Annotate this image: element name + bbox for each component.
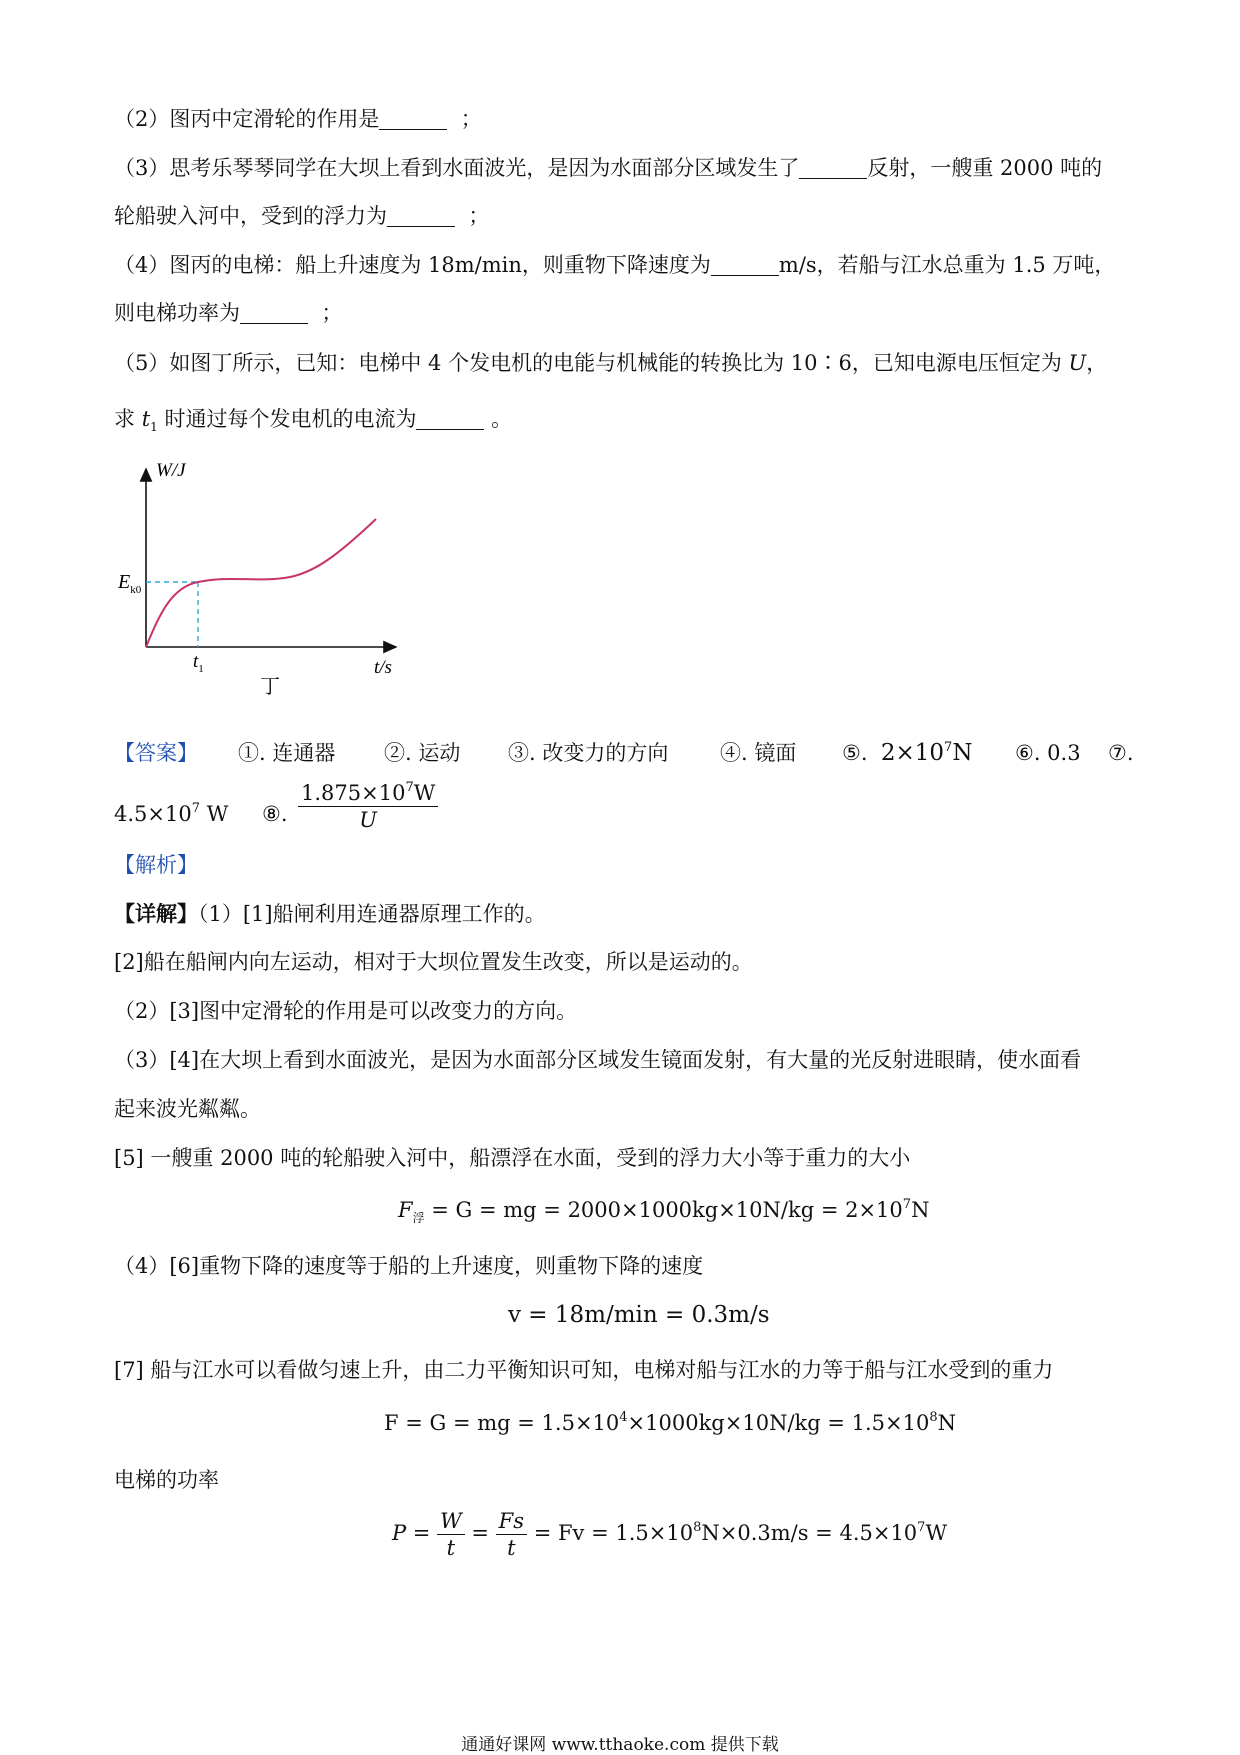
q3-text: （3）思考乐琴琴同学在大坝上看到水面波光，是因为水面部分区域发生了 xyxy=(114,156,800,180)
question-5-line-1 xyxy=(114,350,1107,376)
var-t: t xyxy=(141,407,151,431)
answer-6: ⑥. 0.3 xyxy=(1015,741,1081,765)
question-3-line-1 xyxy=(114,155,1102,181)
q5-post: 。 xyxy=(484,407,513,431)
q2-post: ； xyxy=(460,107,482,131)
q5-comma: ， xyxy=(1086,351,1108,375)
x-axis-label: t/s xyxy=(374,657,392,678)
answer-blank[interactable] xyxy=(387,206,455,227)
detail-line-7: （4）[6]重物下降的速度等于船的上升速度，则重物下降的速度 xyxy=(114,1254,704,1278)
answer-7-value: $4.5\times 10^7$ W xyxy=(114,801,229,826)
q3-text-end: 反射，一艘重 2000 吨的 xyxy=(867,156,1103,180)
q2-text: （2）图丙中定滑轮的作用是 xyxy=(114,107,380,131)
detail-line-5: 起来波光粼粼。 xyxy=(114,1097,261,1121)
question-4-line-1 xyxy=(114,252,1115,278)
detail-label: 【详解】 xyxy=(114,901,198,926)
answer-5-label: ⑤. xyxy=(842,741,868,765)
q4-text-end: m/s，若船与江水总重为 1.5 万吨， xyxy=(778,253,1116,277)
answer-8-label: ⑧. xyxy=(262,802,288,826)
answer-1: ①. 连通器 xyxy=(238,741,336,765)
answer-blank[interactable] xyxy=(799,158,867,179)
question-5-line-2 xyxy=(114,406,512,432)
answer-blank[interactable] xyxy=(379,109,447,130)
equation-speed: v = 18m/min = 0.3m/s xyxy=(508,1302,770,1328)
answer-3: ③. 改变力的方向 xyxy=(508,741,669,765)
q4-text: （4）图丙的电梯：船上升速度为 18m/min，则重物下降速度为 xyxy=(114,253,711,277)
detail-line-8: [7] 船与江水可以看做匀速上升，由二力平衡知识可知，电梯对船与江水的力等于船与江水受到的重力 xyxy=(114,1358,1054,1382)
var-U: U xyxy=(1068,351,1087,375)
ek0-label: $E_{k0}$ xyxy=(118,571,142,596)
var-t-sub: 1 xyxy=(150,420,158,434)
q5-text-3: 时通过每个发电机的电流为 xyxy=(157,407,417,431)
q5-text-2: 求 xyxy=(114,407,142,431)
detail-line-9: 电梯的功率 xyxy=(114,1468,219,1492)
answer-8-value xyxy=(298,780,438,833)
answer-blank[interactable] xyxy=(416,409,484,430)
detail-line-1 xyxy=(114,901,546,927)
detail-line-4: （3）[4]在大坝上看到水面波光，是因为水面部分区域发生镜面发射，有大量的光反射进眼睛，使水面看 xyxy=(114,1048,1082,1072)
equation-force: F = G = mg = $1.5\times 10^4\times 1000kg\times 10N/kg = 1.5\times 10^8N$ xyxy=(384,1410,957,1435)
answer-8-numerator: $1.875\times 10^7W$ xyxy=(298,780,438,807)
answer-7-label: ⑦. xyxy=(1108,741,1134,765)
y-axis-label: W/J xyxy=(156,460,186,481)
q3-text-2: 轮船驶入河中，受到的浮力为 xyxy=(114,204,387,228)
detail-line-3: （2）[3]图中定滑轮的作用是可以改变力的方向。 xyxy=(114,999,578,1023)
equation-power: P = $\frac{W}{t}$ = $\frac{Fs}{t}$ = $Fv = 1.5\times 10^8N\times 0.3m/s = 4.5\times 10^7W$ xyxy=(392,1509,948,1560)
answer-heading: 【答案】 xyxy=(114,741,198,765)
answer-5-value: $2\times 10^7N$ xyxy=(880,740,973,766)
detail-line-6: [5] 一艘重 2000 吨的轮船驶入河中，船漂浮在水面，受到的浮力大小等于重力的大小 xyxy=(114,1146,911,1170)
answer-2: ②. 运动 xyxy=(384,741,461,765)
answer-8-denominator: U xyxy=(359,808,377,832)
answer-5 xyxy=(842,740,972,766)
q5-text: （5）如图丁所示，已知：电梯中 4 个发电机的电能与机械能的转换比为 10∶6，已知电源电压恒定为 xyxy=(114,351,1069,375)
question-3-line-2 xyxy=(114,203,489,229)
footer: 通通好课网 www.tthaoke.com 提供下载 xyxy=(461,1735,779,1755)
q3-post: ； xyxy=(468,204,490,228)
q4-text-2: 则电梯功率为 xyxy=(114,301,240,325)
work-time-graph xyxy=(110,455,420,710)
answer-blank[interactable] xyxy=(240,303,308,324)
q4-post: ； xyxy=(321,301,343,325)
answer-blank[interactable] xyxy=(711,255,779,276)
answer-4: ④. 镜面 xyxy=(720,741,797,765)
t1-label: $t_1$ xyxy=(193,651,204,675)
equation-buoyancy: $F_浮 = G$ = mg = $2000\times 1000kg\times 10N/kg = 2\times 10^7N$ xyxy=(398,1197,930,1225)
detail-text-1: （1）[1]船闸利用连通器原理工作的。 xyxy=(198,902,546,926)
figure-caption: 丁 xyxy=(260,674,280,698)
analysis-heading: 【解析】 xyxy=(114,853,198,877)
question-4-line-2 xyxy=(114,300,342,326)
work-curve xyxy=(146,519,376,647)
question-2 xyxy=(114,106,482,132)
detail-line-2: [2]船在船闸内向左运动，相对于大坝位置发生改变，所以是运动的。 xyxy=(114,950,753,974)
